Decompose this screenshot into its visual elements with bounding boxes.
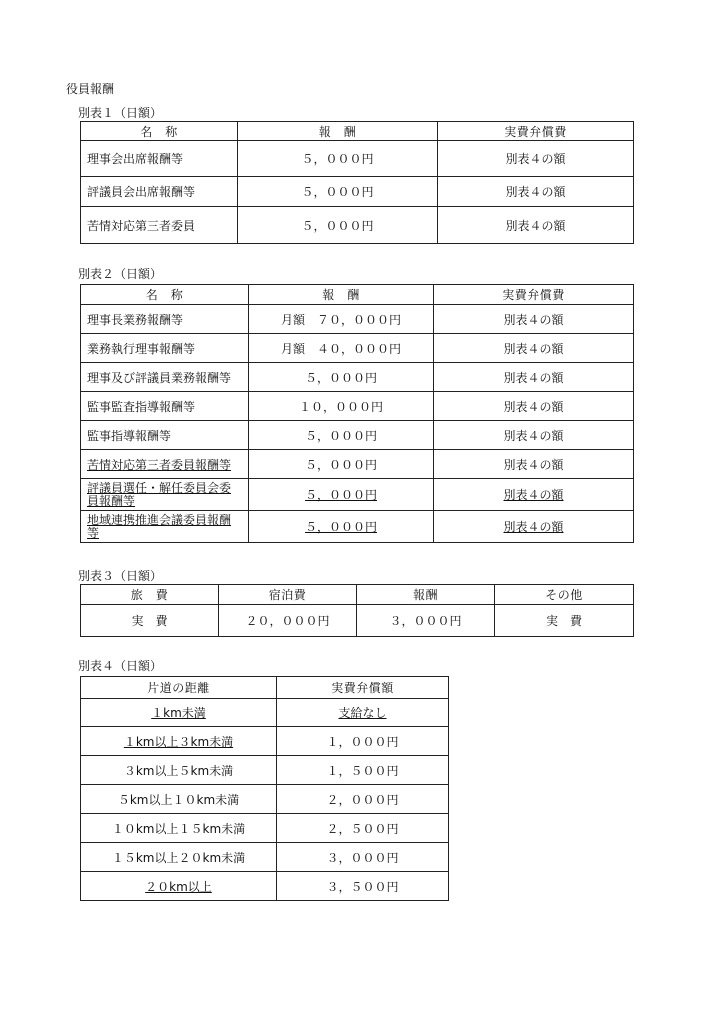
table4-header-amount: 実費弁償額 <box>277 677 449 699</box>
row-name: 理事会出席報酬等 <box>81 141 238 177</box>
table-row <box>81 814 449 843</box>
row-name: 地域連携推進会議委員報酬等 <box>81 511 249 543</box>
row-fee: ５，０００円 <box>238 207 438 244</box>
row-expense: 別表４の額 <box>434 363 634 392</box>
row-amount: １，０００円 <box>277 727 449 756</box>
row-other: 実 費 <box>495 605 634 637</box>
row-expense: 別表４の額 <box>434 305 634 334</box>
table2-header-name: 名 称 <box>81 285 249 305</box>
row-expense: 別表４の額 <box>434 511 634 543</box>
row-name: 監事指導報酬等 <box>81 421 249 450</box>
table4 <box>80 676 449 901</box>
table3-header-other: その他 <box>495 585 634 605</box>
table1-header-fee: 報 酬 <box>238 122 438 141</box>
table-row <box>81 479 634 511</box>
row-name: 評議員会出席報酬等 <box>81 177 238 207</box>
table3 <box>80 584 634 637</box>
row-amount: ３，５００円 <box>277 872 449 901</box>
table-row <box>81 450 634 479</box>
row-fee: １０，０００円 <box>249 392 434 421</box>
row-distance: １０km以上１５km未満 <box>81 814 277 843</box>
table1 <box>80 121 634 244</box>
row-fee: ５，０００円 <box>249 363 434 392</box>
row-expense: 別表４の額 <box>434 392 634 421</box>
table-row <box>81 843 449 872</box>
row-name: 理事及び評議員業務報酬等 <box>81 363 249 392</box>
table-row <box>81 756 449 785</box>
table-row <box>81 141 634 177</box>
table2-header-fee: 報 酬 <box>249 285 434 305</box>
row-fee: 月額 ４０，０００円 <box>249 334 434 363</box>
row-fee: ３，０００円 <box>357 605 495 637</box>
table-row <box>81 363 634 392</box>
row-expense: 別表４の額 <box>434 334 634 363</box>
row-expense: 別表４の額 <box>438 207 634 244</box>
row-travel: 実 費 <box>81 605 219 637</box>
row-fee: ５，０００円 <box>238 177 438 207</box>
row-distance: ２０km以上 <box>81 872 277 901</box>
row-distance: １５km以上２０km未満 <box>81 843 277 872</box>
row-expense: 別表４の額 <box>438 141 634 177</box>
row-distance: ３km以上５km未満 <box>81 756 277 785</box>
row-amount: ３，０００円 <box>277 843 449 872</box>
row-name: 評議員選任・解任委員会委員報酬等 <box>81 479 249 511</box>
row-fee: 月額 ７０，０００円 <box>249 305 434 334</box>
table-row <box>81 605 634 637</box>
table-row <box>81 511 634 543</box>
table-row <box>81 392 634 421</box>
table-row <box>81 727 449 756</box>
table-row <box>81 207 634 244</box>
table-row <box>81 334 634 363</box>
table1-header-expense: 実費弁償費 <box>438 122 634 141</box>
row-distance: １km以上３km未満 <box>81 727 277 756</box>
row-expense: 別表４の額 <box>438 177 634 207</box>
table3-header-fee: 報酬 <box>357 585 495 605</box>
row-amount: １，５００円 <box>277 756 449 785</box>
row-expense: 別表４の額 <box>434 450 634 479</box>
table2-label: 別表２（日額） <box>78 267 163 281</box>
table2-header-expense: 実費弁償費 <box>434 285 634 305</box>
row-fee: ５，０００円 <box>249 450 434 479</box>
row-expense: 別表４の額 <box>434 479 634 511</box>
table3-label: 別表３（日額） <box>78 569 163 583</box>
row-name: 理事長業務報酬等 <box>81 305 249 334</box>
row-name: 監事監査指導報酬等 <box>81 392 249 421</box>
table3-header-lodging: 宿泊費 <box>219 585 357 605</box>
table1-label: 別表１（日額） <box>78 106 163 120</box>
table-row <box>81 421 634 450</box>
row-name: 業務執行理事報酬等 <box>81 334 249 363</box>
table2 <box>80 284 634 543</box>
row-distance: ５km以上１０km未満 <box>81 785 277 814</box>
row-expense: 別表４の額 <box>434 421 634 450</box>
page-title: 役員報酬 <box>66 82 115 96</box>
table3-header-travel: 旅 費 <box>81 585 219 605</box>
table-row <box>81 177 634 207</box>
row-fee: ５，０００円 <box>249 421 434 450</box>
row-fee: ５，０００円 <box>249 511 434 543</box>
table4-header-distance: 片道の距離 <box>81 677 277 699</box>
row-fee: ５，０００円 <box>249 479 434 511</box>
table-row <box>81 785 449 814</box>
row-amount: ２，５００円 <box>277 814 449 843</box>
table-row <box>81 305 634 334</box>
row-name: 苦情対応第三者委員報酬等 <box>81 450 249 479</box>
row-amount: ２，０００円 <box>277 785 449 814</box>
row-distance: １km未満 <box>81 699 277 727</box>
table4-label: 別表４（日額） <box>78 659 163 673</box>
table-row <box>81 699 449 727</box>
row-lodging: ２０，０００円 <box>219 605 357 637</box>
row-name: 苦情対応第三者委員 <box>81 207 238 244</box>
row-amount: 支給なし <box>277 699 449 727</box>
table1-header-name: 名 称 <box>81 122 238 141</box>
table-row <box>81 872 449 901</box>
row-fee: ５，０００円 <box>238 141 438 177</box>
